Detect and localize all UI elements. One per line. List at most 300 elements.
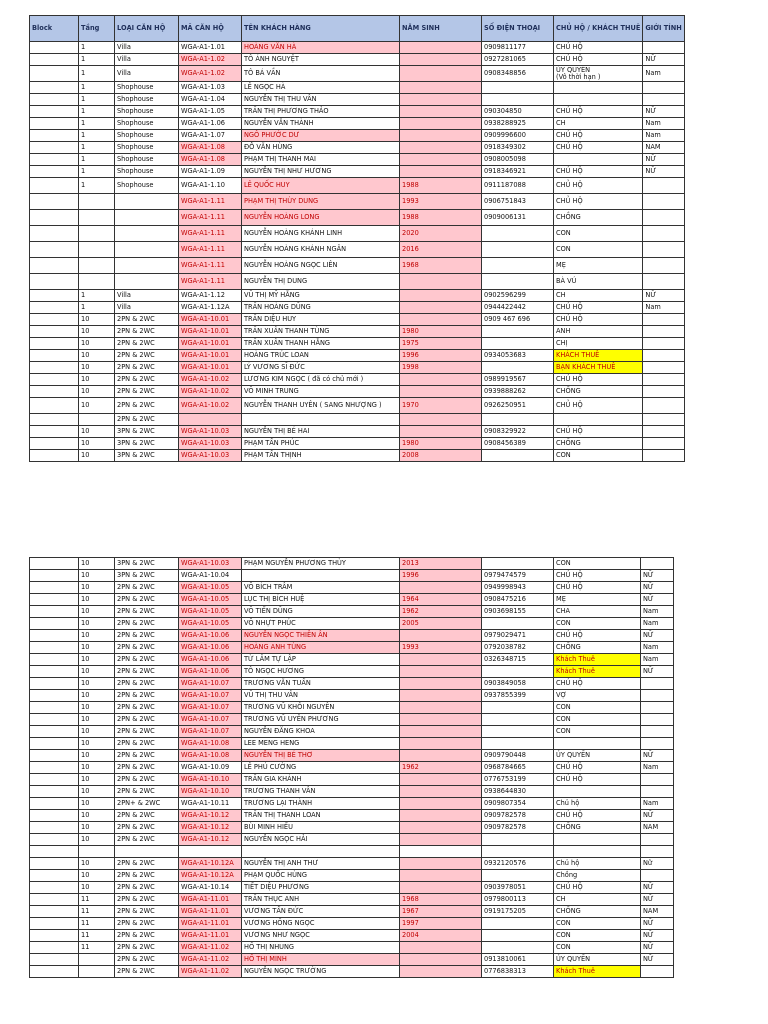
cell-unit-type: 2PN & 2WC [115, 714, 179, 726]
table-row [30, 426, 685, 438]
cell-gender: Nam [641, 606, 674, 618]
cell-phone: 0979029471 [482, 630, 554, 642]
cell-unit-code: WGA-A1-1.04 [179, 94, 242, 106]
cell-unit-code: WGA-A1-11.01 [179, 930, 242, 942]
cell-floor: 10 [79, 314, 115, 326]
cell-unit-type: 2PN & 2WC [115, 678, 179, 690]
cell-phone: 0938288925 [482, 118, 554, 130]
cell-unit-type: 2PN & 2WC [115, 942, 179, 954]
header-customer-name: TÊN KHÁCH HÀNG [242, 16, 400, 42]
cell-unit-code: WGA-A1-1.12 [179, 290, 242, 302]
cell-gender [641, 774, 674, 786]
cell-unit-code: WGA-A1-1.10 [179, 178, 242, 194]
cell-phone: 0792038782 [482, 642, 554, 654]
cell-phone: 090304850 [482, 106, 554, 118]
cell-floor: 11 [79, 942, 115, 954]
cell-customer-name: NGUYỄN HOÀNG KHÁNH NGÂN [242, 242, 400, 258]
cell-phone [482, 242, 554, 258]
cell-phone: 0919175205 [482, 906, 554, 918]
cell-birth-year [400, 690, 482, 702]
cell-customer-name: PHẠM TẤN THỊNH [242, 450, 400, 462]
cell-gender [643, 338, 684, 350]
cell-block [30, 326, 79, 338]
cell-block [30, 654, 79, 666]
cell-birth-year [400, 738, 482, 750]
cell-birth-year [400, 834, 482, 846]
cell-customer-name: VÕ BÍCH TRÂM [242, 582, 400, 594]
cell-birth-year: 2020 [400, 226, 482, 242]
cell-phone [482, 930, 554, 942]
cell-birth-year [400, 966, 482, 978]
cell-block [30, 858, 79, 870]
cell-phone: 0913810061 [482, 954, 554, 966]
cell-role: CHỦ HỘ [554, 142, 643, 154]
table-row [30, 894, 674, 906]
cell-floor [79, 414, 115, 426]
cell-customer-name: VÕ MINH TRUNG [242, 386, 400, 398]
cell-unit-code: WGA-A1-10.06 [179, 666, 242, 678]
table-row [30, 906, 674, 918]
cell-birth-year: 1993 [400, 194, 482, 210]
cell-unit-code: WGA-A1-10.03 [179, 438, 242, 450]
cell-customer-name: NGUYỄN HOÀNG KHÁNH LINH [242, 226, 400, 242]
cell-floor [79, 274, 115, 290]
cell-floor: 10 [79, 350, 115, 362]
cell-role: CHỦ HỘ [554, 314, 643, 326]
cell-birth-year [400, 290, 482, 302]
cell-floor: 1 [79, 54, 115, 66]
cell-phone: 0909782578 [482, 822, 554, 834]
cell-role: CON [554, 242, 643, 258]
table-row [30, 762, 674, 774]
cell-birth-year: 2004 [400, 930, 482, 942]
cell-unit-code: WGA-A1-10.04 [179, 570, 242, 582]
cell-customer-name: HỒ THỊ NHUNG [242, 942, 400, 954]
cell-role [554, 834, 641, 846]
cell-gender [643, 242, 684, 258]
cell-birth-year: 1988 [400, 178, 482, 194]
header-role: CHỦ HỘ / KHÁCH THUÊ [554, 16, 643, 42]
cell-birth-year [400, 426, 482, 438]
cell-role: CHỦ HỘ [554, 166, 643, 178]
cell-gender [643, 94, 684, 106]
cell-role: BẠN KHÁCH THUÊ [554, 362, 643, 374]
cell-gender: NỮ [641, 570, 674, 582]
cell-gender: NỮ [641, 666, 674, 678]
cell-birth-year [400, 810, 482, 822]
cell-phone: 0937855399 [482, 690, 554, 702]
table-row [30, 618, 674, 630]
cell-birth-year [400, 166, 482, 178]
cell-customer-name: NGUYỄN HOÀNG LONG [242, 210, 400, 226]
cell-gender: Nam [641, 762, 674, 774]
cell-role: KHÁCH THUÊ [554, 350, 643, 362]
cell-phone [482, 618, 554, 630]
cell-role [554, 786, 641, 798]
table-row [30, 954, 674, 966]
cell-unit-code: WGA-A1-10.12 [179, 822, 242, 834]
cell-role: CHA [554, 606, 641, 618]
cell-birth-year [400, 702, 482, 714]
cell-unit-type: 2PN & 2WC [115, 858, 179, 870]
cell-birth-year [400, 714, 482, 726]
cell-unit-type: 2PN & 2WC [115, 810, 179, 822]
cell-role: CHỦ HỘ [554, 106, 643, 118]
cell-gender: NỮ [643, 166, 684, 178]
cell-unit-code: WGA-A1-11.01 [179, 906, 242, 918]
cell-customer-name: VƯƠNG HỒNG NGỌC [242, 918, 400, 930]
cell-floor: 1 [79, 106, 115, 118]
cell-block [30, 154, 79, 166]
cell-floor: 11 [79, 930, 115, 942]
cell-birth-year [400, 82, 482, 94]
cell-floor: 10 [79, 594, 115, 606]
cell-unit-type: 3PN & 2WC [115, 426, 179, 438]
header-block: Block [30, 16, 79, 42]
cell-customer-name: TÔ BÁ VẦN [242, 66, 400, 82]
cell-customer-name: TRƯƠNG LẠI THÀNH [242, 798, 400, 810]
cell-floor: 10 [79, 606, 115, 618]
cell-role: CHỦ HỘ [554, 194, 643, 210]
cell-floor: 10 [79, 774, 115, 786]
cell-phone: 0944422442 [482, 302, 554, 314]
cell-block [30, 438, 79, 450]
cell-phone [482, 274, 554, 290]
cell-block [30, 450, 79, 462]
cell-customer-name: LÊ QUỐC HUY [242, 178, 400, 194]
cell-unit-code: WGA-A1-10.08 [179, 738, 242, 750]
cell-customer-name: TRẦN THỤC ANH [242, 894, 400, 906]
cell-role: CHỦ HỘ [554, 774, 641, 786]
cell-phone [482, 666, 554, 678]
cell-role: CON [554, 450, 643, 462]
cell-unit-code: WGA-A1-10.02 [179, 398, 242, 414]
cell-unit-code: WGA-A1-10.11 [179, 798, 242, 810]
cell-unit-code: WGA-A1-10.07 [179, 678, 242, 690]
table-row [30, 338, 685, 350]
table-row [30, 194, 685, 210]
cell-customer-name: TRẦN DIỆU HUY [242, 314, 400, 326]
table-row [30, 582, 674, 594]
cell-customer-name: TRƯƠNG VŨ UYÊN PHƯƠNG [242, 714, 400, 726]
cell-unit-type: 2PN & 2WC [115, 362, 179, 374]
cell-role: CON [554, 226, 643, 242]
cell-customer-name: PHẠM THỊ THÙY DUNG [242, 194, 400, 210]
cell-block [30, 302, 79, 314]
cell-floor: 10 [79, 726, 115, 738]
cell-phone: 0934053683 [482, 350, 554, 362]
cell-unit-type: 2PN & 2WC [115, 966, 179, 978]
cell-block [30, 570, 79, 582]
cell-unit-type: 2PN & 2WC [115, 338, 179, 350]
cell-unit-code: WGA-A1-10.03 [179, 426, 242, 438]
cell-role: CHỦ HỘ [554, 678, 641, 690]
cell-role: CHỒNG [554, 438, 643, 450]
cell-floor: 1 [79, 142, 115, 154]
cell-floor: 10 [79, 798, 115, 810]
cell-phone [482, 362, 554, 374]
cell-block [30, 774, 79, 786]
cell-role: CON [554, 930, 641, 942]
cell-unit-code: WGA-A1-1.11 [179, 274, 242, 290]
cell-gender [643, 438, 684, 450]
cell-phone: 0326348715 [482, 654, 554, 666]
cell-gender [641, 690, 674, 702]
cell-block [30, 690, 79, 702]
cell-block [30, 666, 79, 678]
cell-customer-name: VŨ THỊ THU VÂN [242, 690, 400, 702]
cell-phone: 0909006131 [482, 210, 554, 226]
cell-block [30, 130, 79, 142]
cell-customer-name: PHẠM NGUYỄN PHƯƠNG THÙY [242, 558, 400, 570]
cell-customer-name: NGUYỄN HOÀNG NGỌC LIÊN [242, 258, 400, 274]
cell-customer-name: NGUYỄN NGỌC TRƯỜNG [242, 966, 400, 978]
cell-phone [482, 414, 554, 426]
cell-customer-name: HOÀNG ANH TÙNG [242, 642, 400, 654]
cell-role: CON [554, 714, 641, 726]
cell-birth-year [400, 54, 482, 66]
cell-customer-name: NGUYỄN THỊ BÉ THƠ [242, 750, 400, 762]
table-row [30, 66, 685, 82]
cell-unit-type: Shophouse [115, 154, 179, 166]
cell-gender [641, 834, 674, 846]
cell-birth-year: 1962 [400, 762, 482, 774]
cell-unit-code: WGA-A1-10.07 [179, 714, 242, 726]
cell-block [30, 810, 79, 822]
cell-birth-year [400, 942, 482, 954]
cell-gender [641, 714, 674, 726]
cell-unit-code: WGA-A1-1.08 [179, 154, 242, 166]
cell-gender: Nam [643, 130, 684, 142]
cell-block [30, 558, 79, 570]
cell-floor: 10 [79, 570, 115, 582]
cell-unit-type: Villa [115, 42, 179, 54]
cell-block [30, 118, 79, 130]
cell-birth-year: 2008 [400, 450, 482, 462]
cell-role: CHỦ HỘ [554, 570, 641, 582]
cell-birth-year [400, 94, 482, 106]
cell-role: MẸ [554, 258, 643, 274]
cell-role: Khách Thuê [554, 654, 641, 666]
cell-floor: 10 [79, 582, 115, 594]
cell-birth-year: 2013 [400, 558, 482, 570]
cell-block [30, 786, 79, 798]
cell-birth-year [400, 414, 482, 426]
cell-block [30, 210, 79, 226]
cell-unit-code [179, 414, 242, 426]
cell-customer-name: NGUYỄN THỊ BÉ HAI [242, 426, 400, 438]
cell-block [30, 414, 79, 426]
cell-phone: 0911187088 [482, 178, 554, 194]
cell-gender: NAM [641, 906, 674, 918]
cell-phone [482, 558, 554, 570]
cell-phone: 0909996600 [482, 130, 554, 142]
cell-birth-year: 1980 [400, 326, 482, 338]
cell-unit-type: 2PN & 2WC [115, 654, 179, 666]
cell-birth-year [400, 726, 482, 738]
cell-birth-year: 1967 [400, 906, 482, 918]
cell-customer-name: NGUYỄN THANH UYÊN ( SANG NHƯỢNG ) [242, 398, 400, 414]
cell-block [30, 386, 79, 398]
cell-customer-name: LƯƠNG KIM NGỌC ( đã có chủ mới ) [242, 374, 400, 386]
cell-unit-type: Villa [115, 290, 179, 302]
cell-unit-code: WGA-A1-10.07 [179, 726, 242, 738]
cell-birth-year: 1980 [400, 438, 482, 450]
table-row [30, 966, 674, 978]
cell-unit-code [179, 846, 242, 858]
cell-block [30, 954, 79, 966]
cell-birth-year [400, 822, 482, 834]
table-row [30, 630, 674, 642]
cell-birth-year [400, 678, 482, 690]
cell-unit-type [115, 210, 179, 226]
cell-customer-name [242, 570, 400, 582]
cell-unit-type: 3PN & 2WC [115, 438, 179, 450]
cell-phone: 0932120576 [482, 858, 554, 870]
cell-unit-code: WGA-A1-10.12 [179, 834, 242, 846]
cell-gender: NỮ [641, 630, 674, 642]
cell-floor: 1 [79, 178, 115, 194]
cell-gender: NAM [643, 142, 684, 154]
cell-unit-code: WGA-A1-10.05 [179, 618, 242, 630]
cell-gender: Nam [643, 118, 684, 130]
cell-phone [482, 846, 554, 858]
cell-role: CHỦ HỘ [554, 398, 643, 414]
cell-birth-year: 2016 [400, 242, 482, 258]
cell-block [30, 750, 79, 762]
table-row [30, 274, 685, 290]
cell-block [30, 274, 79, 290]
cell-block [30, 870, 79, 882]
cell-birth-year: 1988 [400, 210, 482, 226]
cell-unit-code: WGA-A1-10.12A [179, 870, 242, 882]
cell-unit-code: WGA-A1-10.08 [179, 750, 242, 762]
cell-unit-code: WGA-A1-1.06 [179, 118, 242, 130]
cell-unit-type: 2PN & 2WC [115, 894, 179, 906]
cell-phone: 0918349302 [482, 142, 554, 154]
table-row [30, 822, 674, 834]
cell-phone [482, 942, 554, 954]
cell-unit-type: Villa [115, 54, 179, 66]
cell-unit-code: WGA-A1-1.08 [179, 142, 242, 154]
cell-birth-year [400, 666, 482, 678]
cell-phone [482, 450, 554, 462]
cell-block [30, 762, 79, 774]
cell-block [30, 226, 79, 242]
cell-customer-name: TRƯƠNG VŨ KHÔI NGUYÊN [242, 702, 400, 714]
cell-customer-name: HOÀNG VĂN HÀ [242, 42, 400, 54]
cell-role: CHỦ HỘ [554, 178, 643, 194]
cell-unit-code: WGA-A1-10.03 [179, 558, 242, 570]
cell-floor: 10 [79, 438, 115, 450]
cell-unit-type: 2PN & 2WC [115, 314, 179, 326]
cell-birth-year [400, 630, 482, 642]
cell-unit-code: WGA-A1-10.01 [179, 314, 242, 326]
cell-unit-code: WGA-A1-10.09 [179, 762, 242, 774]
cell-role: ỦY QUYỀN (Vô thời hạn ) [554, 66, 643, 82]
cell-gender [643, 450, 684, 462]
table-row [30, 398, 685, 414]
table-row [30, 942, 674, 954]
table-row [30, 386, 685, 398]
cell-unit-type: 2PN & 2WC [115, 954, 179, 966]
cell-unit-code: WGA-A1-10.07 [179, 690, 242, 702]
cell-unit-code: WGA-A1-10.12A [179, 858, 242, 870]
cell-floor: 1 [79, 166, 115, 178]
cell-phone [482, 702, 554, 714]
cell-block [30, 702, 79, 714]
cell-block [30, 290, 79, 302]
cell-birth-year [400, 66, 482, 82]
table-row [30, 810, 674, 822]
cell-gender: Nam [641, 642, 674, 654]
cell-floor [79, 258, 115, 274]
cell-birth-year [400, 846, 482, 858]
cell-floor: 10 [79, 654, 115, 666]
table-row [30, 726, 674, 738]
cell-unit-code: WGA-A1-10.01 [179, 350, 242, 362]
cell-phone: 0939888262 [482, 386, 554, 398]
cell-phone: 0949998943 [482, 582, 554, 594]
cell-floor: 10 [79, 618, 115, 630]
cell-birth-year [400, 130, 482, 142]
cell-customer-name: NGUYỄN NGỌC HẢI [242, 834, 400, 846]
cell-customer-name: TÔ ÁNH NGUYỆT [242, 54, 400, 66]
cell-birth-year: 1996 [400, 350, 482, 362]
cell-role: Chồng [554, 870, 641, 882]
cell-gender [643, 82, 684, 94]
cell-block [30, 82, 79, 94]
cell-customer-name: LÊ NGỌC HÀ [242, 82, 400, 94]
cell-unit-code: WGA-A1-1.09 [179, 166, 242, 178]
cell-gender: Nam [641, 798, 674, 810]
cell-block [30, 166, 79, 178]
cell-floor [79, 954, 115, 966]
cell-unit-code: WGA-A1-10.05 [179, 606, 242, 618]
cell-unit-code: WGA-A1-10.01 [179, 326, 242, 338]
cell-role: ỦY QUYỀN [554, 750, 641, 762]
header-gender: GIỚI TÍNH [643, 16, 684, 42]
table-row [30, 798, 674, 810]
cell-unit-type [115, 274, 179, 290]
cell-unit-type: 2PN & 2WC [115, 666, 179, 678]
cell-customer-name: LÝ VƯƠNG SĨ ĐỨC [242, 362, 400, 374]
cell-gender: NỮ [641, 882, 674, 894]
cell-phone: 0968784665 [482, 762, 554, 774]
cell-unit-code: WGA-A1-1.03 [179, 82, 242, 94]
cell-block [30, 398, 79, 414]
cell-block [30, 966, 79, 978]
cell-role: CHỦ HỘ [554, 54, 643, 66]
cell-block [30, 594, 79, 606]
header-row [30, 16, 685, 42]
cell-role: CH [554, 118, 643, 130]
table-row [30, 302, 685, 314]
cell-unit-type [115, 258, 179, 274]
cell-unit-code: WGA-A1-1.02 [179, 54, 242, 66]
cell-gender [643, 194, 684, 210]
cell-role: Chủ hộ [554, 858, 641, 870]
cell-customer-name: TỪ LÂM TỰ LẬP [242, 654, 400, 666]
cell-unit-type: 2PN & 2WC [115, 918, 179, 930]
cell-role: CHỒNG [554, 822, 641, 834]
cell-gender [643, 178, 684, 194]
cell-customer-name: VÕ NHỰT PHÚC [242, 618, 400, 630]
cell-unit-type: Villa [115, 302, 179, 314]
cell-phone: 0902596299 [482, 290, 554, 302]
table-row [30, 314, 685, 326]
cell-gender [641, 870, 674, 882]
